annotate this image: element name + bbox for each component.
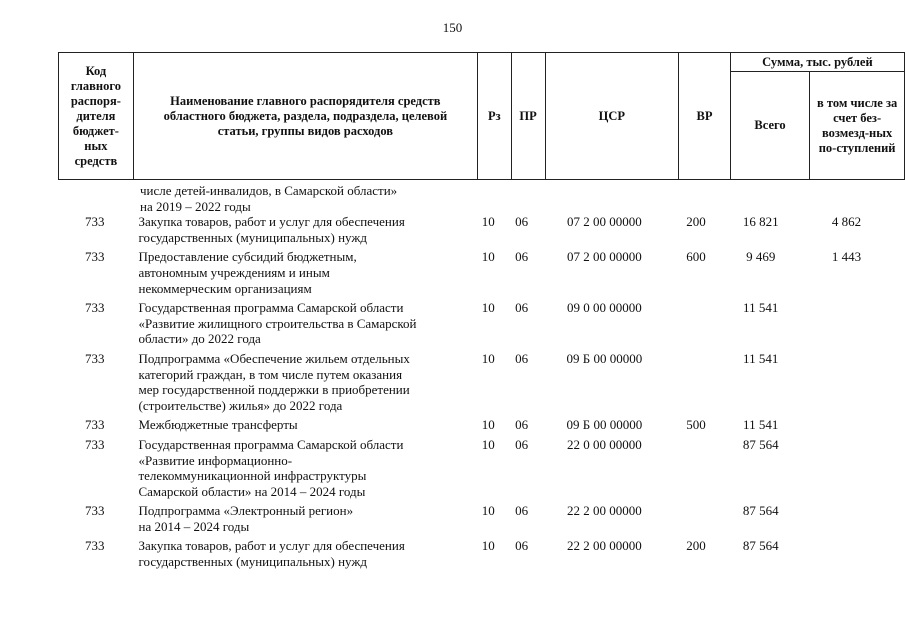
cell-name-line: Подпрограмма «Электронный регион»	[138, 503, 354, 519]
cell-name	[131, 417, 471, 433]
header-total: Всего	[730, 72, 809, 180]
cell-pr: 06	[515, 417, 529, 433]
cell-name-line: Государственная программа Самарской области	[138, 300, 404, 316]
cell-name	[131, 538, 471, 569]
cell-pr: 06	[515, 538, 529, 554]
cell-name-line: Предоставление субсидий бюджетным,	[138, 249, 357, 265]
cell-code: 733	[84, 538, 105, 554]
cell-total: 16 821	[742, 214, 779, 230]
cell-pr: 06	[515, 300, 529, 316]
cell-name-line: Межбюджетные трансферты	[138, 417, 298, 433]
cell-name	[131, 300, 471, 347]
cell-name-line: государственных (муниципальных) нужд	[138, 229, 367, 245]
cell-rz: 10	[481, 249, 495, 265]
table-row	[58, 437, 893, 499]
cell-csr: 09 0 00 00000	[567, 300, 642, 316]
table-body	[58, 183, 893, 574]
cell-name-line: некоммерческим организациям	[138, 280, 312, 296]
cell-total: 87 564	[742, 538, 779, 554]
cell-name-line: Подпрограмма «Обеспечение жильем отдельных	[138, 350, 410, 366]
header-incl-free: в том числе за счет без-возмезд-ных по-ступлений	[810, 72, 905, 180]
cell-vr: 200	[686, 538, 706, 554]
cell-pr: 06	[515, 503, 529, 519]
cell-name-line: Самарской области» на 2014 – 2024 годы	[138, 483, 366, 499]
header-rz: Рз	[477, 53, 511, 180]
cell-rz: 10	[481, 214, 495, 230]
cell-code: 733	[84, 503, 105, 519]
cell-name-line: «Развитие информационно-	[138, 452, 293, 468]
cell-name-line: Закупка товаров, работ и услуг для обеспечения	[138, 214, 405, 230]
cell-code: 733	[84, 350, 105, 366]
table-header	[0, 52, 905, 180]
header-vr: ВР	[679, 53, 731, 180]
cell-name-line: категорий граждан, в том числе путем оказания	[138, 366, 403, 382]
cell-total: 9 469	[746, 249, 776, 265]
cell-rz: 10	[481, 300, 495, 316]
cell-rz: 10	[481, 436, 495, 452]
cell-name-line: области» до 2022 года	[138, 331, 261, 347]
cell-name-line: государственных (муниципальных) нужд	[138, 554, 367, 570]
header-pr: ПР	[511, 53, 545, 180]
cell-free: 1 443	[831, 249, 862, 265]
cell-name-line: Государственная программа Самарской области	[138, 436, 404, 452]
cell-code: 733	[84, 249, 105, 265]
cell-name-line: на 2014 – 2024 годы	[138, 518, 250, 534]
header-csr: ЦСР	[545, 53, 679, 180]
cell-name	[131, 503, 471, 534]
cell-vr: 600	[686, 249, 706, 265]
header-code: Код главного распоря-дителя бюджет-ных средств	[59, 53, 134, 180]
cell-total: 11 541	[743, 350, 779, 366]
cell-csr: 22 2 00 00000	[567, 503, 642, 519]
cell-csr: 09 Б 00 00000	[566, 350, 643, 366]
cell-pr: 06	[515, 249, 529, 265]
cell-name-line: (строительстве) жилья» до 2022 года	[138, 397, 343, 413]
cell-vr: 200	[686, 214, 706, 230]
table-row	[58, 417, 893, 433]
cell-name-line: автономным учреждениям и иным	[138, 264, 330, 280]
cell-code: 733	[84, 417, 105, 433]
table-row	[58, 300, 893, 347]
cell-name	[131, 214, 471, 245]
cell-name	[131, 437, 471, 499]
cell-name-line: «Развитие жилищного строительства в Самарской	[138, 315, 417, 331]
table-row	[58, 214, 893, 245]
cell-rz: 10	[481, 417, 495, 433]
cell-csr: 07 2 00 00000	[567, 214, 642, 230]
cell-vr: 500	[686, 417, 706, 433]
cell-total: 11 541	[743, 300, 779, 316]
cell-rz: 10	[481, 538, 495, 554]
cell-csr: 07 2 00 00000	[567, 249, 642, 265]
cell-csr: 09 Б 00 00000	[566, 417, 643, 433]
cell-total: 87 564	[742, 503, 779, 519]
page-number: 150	[442, 20, 463, 35]
header-name: Наименование главного распорядителя средств областного бюджета, раздела, подраздела, целевой статьи, группы видов расходов	[133, 53, 477, 180]
cell-csr: 22 2 00 00000	[567, 538, 642, 554]
cell-pr: 06	[515, 350, 529, 366]
cell-total: 87 564	[742, 436, 779, 452]
cell-code: 733	[84, 300, 105, 316]
header-sum-title: Сумма, тыс. рублей	[730, 53, 904, 72]
cell-name-line: телекоммуникационной инфраструктуры	[138, 468, 367, 484]
cell-free: 4 862	[831, 214, 862, 230]
table-row	[58, 249, 893, 296]
table-row	[58, 503, 893, 534]
continuation-row	[58, 183, 893, 214]
cell-code: 733	[84, 436, 105, 452]
cell-csr: 22 0 00 00000	[567, 436, 642, 452]
cell-rz: 10	[481, 350, 495, 366]
cell-name	[131, 249, 471, 296]
cell-name-line: мер государственной поддержки в приобретении	[138, 382, 410, 398]
table-row	[58, 351, 893, 413]
cell-total: 11 541	[743, 417, 779, 433]
cell-rz: 10	[481, 503, 495, 519]
cell-pr: 06	[515, 214, 529, 230]
table-row	[58, 538, 893, 569]
cell-name	[131, 351, 471, 413]
cell-name-line: Закупка товаров, работ и услуг для обеспечения	[138, 538, 405, 554]
cell-code: 733	[84, 214, 105, 230]
cell-pr: 06	[515, 436, 529, 452]
continuation-text: числе детей-инвалидов, в Самарской области» на 2019 – 2022 годы	[140, 183, 398, 214]
